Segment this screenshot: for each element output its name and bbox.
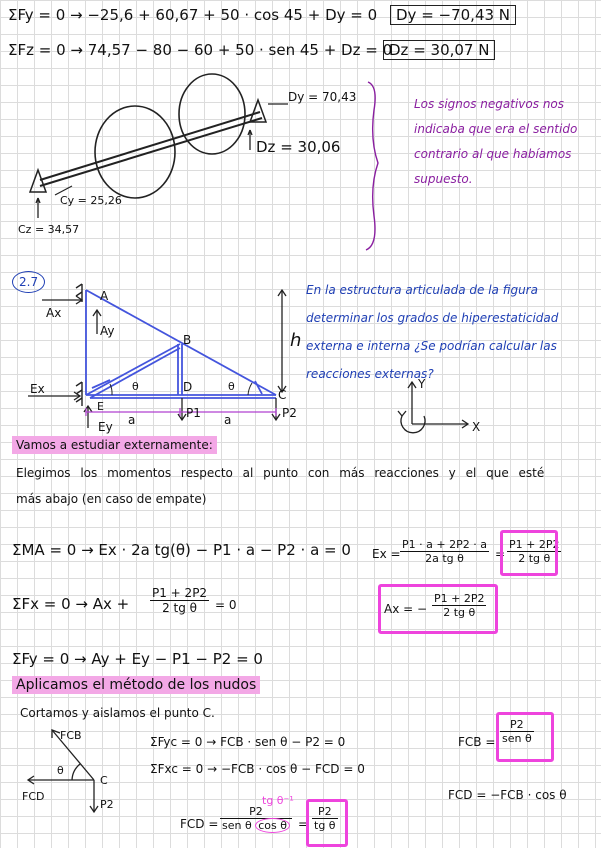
truss-p1: P1 — [186, 406, 201, 420]
truss-label-e: E — [97, 400, 104, 413]
truss-label-c: C — [278, 388, 287, 402]
fcb-highlight-box — [496, 712, 554, 762]
ex-lhs: Ex = — [372, 547, 401, 561]
equation-fy: ΣFy = 0 → −25,6 + 60,67 + 50 · cos 45 + Dy = 0 — [8, 6, 378, 24]
dz-label: Dz = 30,06 — [256, 138, 341, 156]
truss-p2: P2 — [282, 406, 297, 420]
fcb-num: P2 — [500, 718, 534, 732]
fcd-num-2: P2 — [312, 805, 338, 819]
truss-ax: Ax — [46, 306, 62, 320]
fcd-annotation: tg θ⁻¹ — [262, 794, 294, 807]
dim-h: h — [290, 330, 302, 351]
truss-ex: Ex — [30, 382, 45, 396]
equation-fx: ΣFx = 0 → Ax + — [12, 595, 130, 613]
truss-label-d: D — [183, 380, 193, 394]
problem-statement: En la estructura articulada de la figura determinar los grados de hiperestaticidad externa e interna ¿Se podrían calcular las reacciones externas? — [306, 283, 559, 381]
sign-note: Los signos negativos nos indicaba que era el sentido contrario al que habíamos supuesto. — [414, 97, 578, 186]
node-fcd: FCD — [22, 790, 45, 803]
ex-den-2: 2 tg θ — [518, 552, 551, 565]
moment-text-2: más abajo (en caso de empate) — [16, 492, 207, 506]
fcd-eq: = — [298, 817, 309, 831]
dim-a-left: a — [128, 413, 136, 427]
cz-label: Cz = 34,57 — [18, 223, 80, 236]
ax-num: P1 + 2P2 — [434, 592, 485, 605]
ax-den: 2 tg θ — [443, 606, 476, 619]
fcd-den-cos: cos θ — [255, 818, 290, 833]
dy-label: Dy = 70,43 — [288, 90, 357, 104]
cy-label: Cy = 25,26 — [60, 194, 122, 207]
truss-theta-left: θ — [132, 380, 139, 393]
ex-num-2: P1 + 2P2 — [509, 538, 560, 551]
truss-ay: Ay — [100, 324, 115, 338]
node-p2: P2 — [100, 798, 114, 811]
axis-y-label: Y — [418, 377, 426, 391]
ex-den-1: 2a tg θ — [425, 552, 464, 565]
fcd-fraction-1 — [220, 805, 292, 832]
moment-text-1: Elegimos los momentos respecto al punto con más reacciones y el que esté — [16, 466, 545, 480]
ax-lhs: Ax = − — [384, 602, 428, 616]
truss-ey: Ey — [98, 420, 113, 434]
fx-den: 2 tg θ — [162, 601, 197, 615]
fcd-equation: FCD = −FCB · cos θ — [448, 788, 567, 802]
truss-label-b: B — [183, 333, 192, 347]
fcd-den-sen: sen θ — [222, 819, 252, 832]
fcd-lhs: FCD = — [180, 817, 219, 831]
ex-num-1: P1 · a + 2P2 · a — [402, 538, 487, 551]
fcd-num: P2 — [220, 805, 292, 819]
fx-num: P1 + 2P2 — [152, 586, 208, 600]
equation-ma: ΣMA = 0 → Ex · 2a tg(θ) − P1 · a − P2 · a = 0 — [12, 541, 351, 559]
axis-x-label: X — [472, 420, 481, 434]
fcd-den-2: tg θ — [314, 819, 336, 832]
fcd-den — [220, 819, 292, 832]
equation-fz: ΣFz = 0 → 74,57 − 80 − 60 + 50 · sen 45 + Dz = 0 — [8, 41, 393, 59]
result-dz-box: Dz = 30,07 N — [383, 40, 495, 60]
equation-fy-2: ΣFy = 0 → Ay + Ey − P1 − P2 = 0 — [12, 650, 263, 668]
node-c: C — [100, 774, 108, 787]
fcd-highlight-box — [306, 799, 348, 847]
section-external: Vamos a estudiar externamente: — [12, 436, 217, 454]
node-fcb: FCB — [60, 729, 82, 742]
dim-a-right: a — [224, 413, 232, 427]
result-dy-box: Dy = −70,43 N — [390, 5, 516, 25]
fcb-lhs: FCB = — [458, 735, 496, 749]
section-nodes: Aplicamos el método de los nudos — [12, 676, 260, 694]
cut-text: Cortamos y aislamos el punto C. — [20, 706, 215, 720]
fcb-den: sen θ — [502, 732, 532, 745]
fx-tail: = 0 — [215, 598, 237, 612]
node-theta: θ — [57, 764, 64, 777]
ex-eq: = — [495, 547, 506, 561]
truss-label-a: A — [100, 289, 109, 303]
truss-theta-right: θ — [228, 380, 235, 393]
equation-fxc: ΣFxc = 0 → −FCB · cos θ − FCD = 0 — [150, 762, 365, 776]
equation-fyc: ΣFyc = 0 → FCB · sen θ − P2 = 0 — [150, 735, 346, 749]
problem-number: 2.7 — [12, 271, 45, 293]
